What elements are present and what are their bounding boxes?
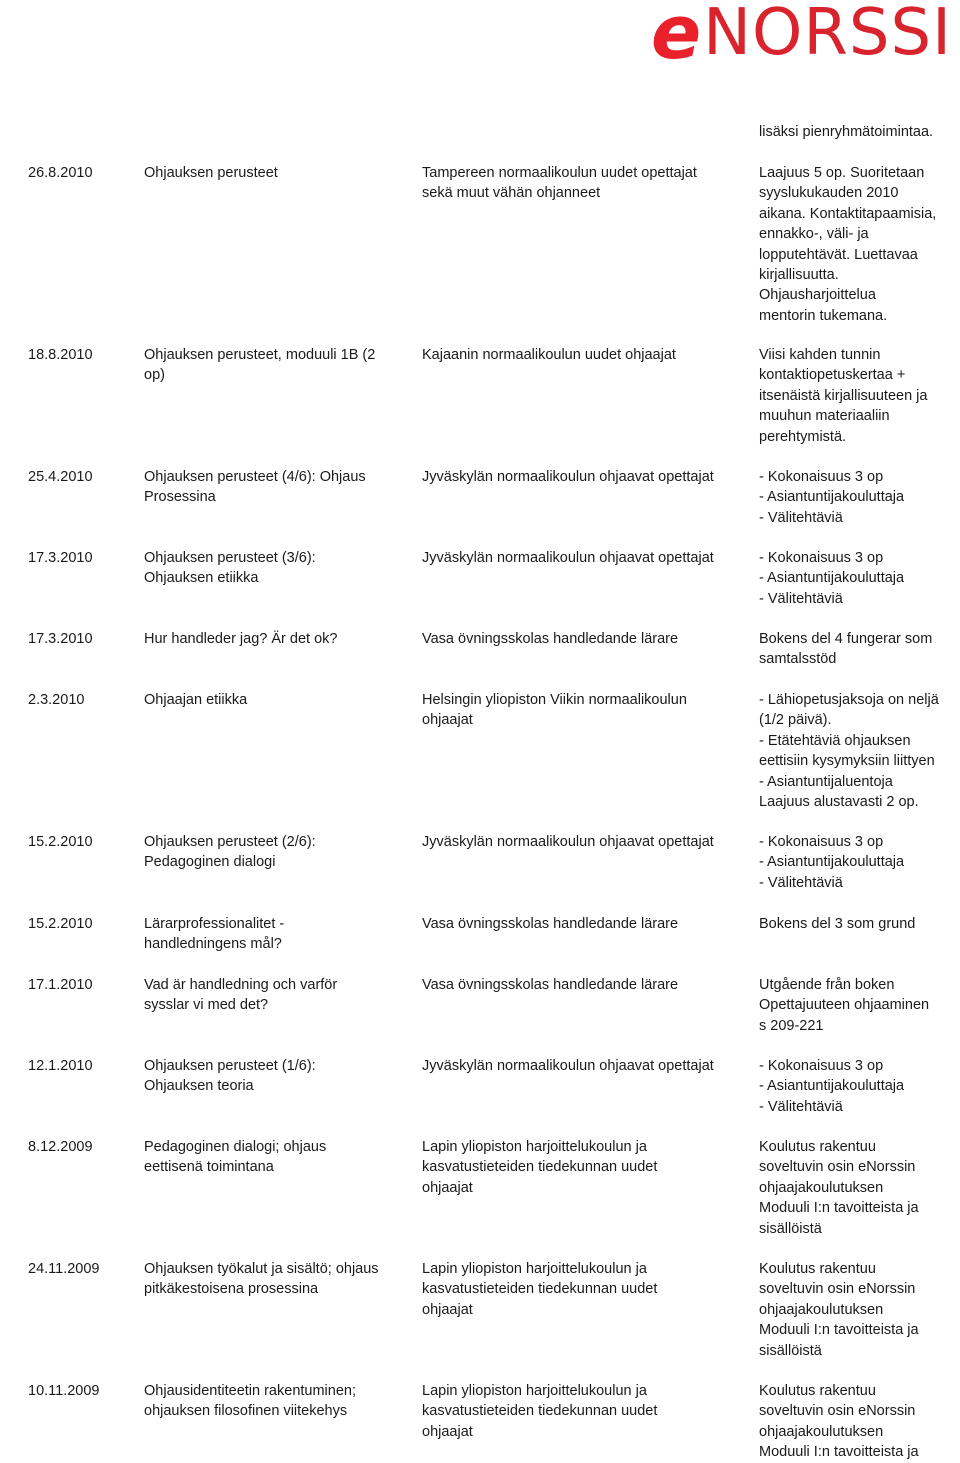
entry-description [759,1259,919,1361]
entry-title [144,975,337,1016]
entry-title-line: Ohjauksen etiikka [144,570,259,587]
entry-description-line: Koulutus rakentuu [759,1383,876,1399]
entry-description [759,832,904,893]
entry-description-line: - Asiantuntijakouluttaja [759,489,905,506]
entry-title-line: eettisenä toimintana [144,1159,274,1176]
entry-title-line: pitkäkestoisena prosessina [144,1281,319,1298]
entry-audience [422,467,714,487]
entry-title-line: Ohjauksen perusteet (3/6): [144,550,316,566]
entry-date: 10.11.2009 [28,1383,100,1399]
entry-audience-line: sekä muut vähän ohjanneet [422,185,601,202]
entry-audience-line: Jyväskylän normaalikoulun ohjaavat opettajat [422,1058,714,1074]
entry-description-line: Koulutus rakentuu [759,1261,876,1277]
entry-audience-line: ohjaajat [422,712,473,729]
entry-description [759,1137,919,1239]
entry-description-line: Bokens del 4 fungerar som [759,631,933,647]
entry-audience-line: ohjaajat [422,1423,473,1440]
entry-description-line: - Välitehtäviä [759,590,843,607]
entry-title [144,1056,316,1097]
entry-description-line: aikana. Kontaktitapaamisia, [759,205,937,222]
entry-title-line: Pedagoginen dialogi [144,854,276,871]
entry-date: 15.2.2010 [28,916,93,932]
entry-description-line: Laajuus alustavasti 2 op. [759,794,919,811]
entry-description-line: - Asiantuntijaluentoja [759,773,893,790]
entry-description-line: ohjaajakoulutuksen [759,1423,884,1440]
entry-audience [422,163,697,204]
entry-description-line: samtalsstöd [759,651,837,668]
entry-audience [422,690,687,731]
entry-title-line: op) [144,367,165,384]
entry-title-line: Ohjauksen perusteet, moduuli 1B (2 [144,347,376,363]
entry-description-line: s 209-221 [759,1017,824,1034]
entry-description-line: ohjaajakoulutuksen [759,1301,884,1318]
entry-audience-line: Lapin yliopiston harjoittelukoulun ja [422,1261,647,1277]
entry-description [759,690,939,812]
entry-audience-line: Tampereen normaalikoulun uudet opettajat [422,165,697,181]
entry-description-line: syyslukukauden 2010 [759,185,899,202]
entry-description-line: Moduuli I:n tavoitteista ja [759,1322,919,1339]
entry-audience [422,914,678,934]
entry-audience [422,1137,657,1198]
entry-audience [422,548,714,568]
entry-description-line: Bokens del 3 som grund [759,916,916,932]
entry-title-line: handledningens mål? [144,936,282,953]
entry-date: 8.12.2009 [28,1139,93,1155]
entry-audience [422,832,714,852]
entry-description [759,1381,919,1463]
entry-description-line: perehtymistä. [759,428,847,445]
entry-description-line: - Välitehtäviä [759,1098,843,1115]
entry-description-line: ohjaajakoulutuksen [759,1179,884,1196]
entry-description-line: Moduuli I:n tavoitteista ja [759,1444,919,1461]
entry-description-line: Utgående från boken [759,977,895,993]
entry-audience-line: Jyväskylän normaalikoulun ohjaavat opettajat [422,834,714,850]
entry-description-line: soveltuvin osin eNorssin [759,1403,916,1420]
continued-note: lisäksi pienryhmätoimintaa. [759,124,934,140]
entry-description-line: itsenäistä kirjallisuuteen ja [759,387,928,404]
entry-audience [422,345,676,365]
entry-audience-line: Lapin yliopiston harjoittelukoulun ja [422,1383,647,1399]
entry-description [759,975,929,1036]
entry-date: 17.1.2010 [28,977,93,993]
entry-audience-line: kasvatustieteiden tiedekunnan uudet [422,1403,658,1420]
entry-description-line: - Välitehtäviä [759,874,843,891]
entry-description-line: - Lähiopetusjaksoja on neljä [759,692,939,708]
entry-audience-line: Jyväskylän normaalikoulun ohjaavat opettajat [422,469,714,485]
entry-title [144,914,284,955]
entry-title [144,1259,379,1300]
entry-description [759,1056,904,1117]
entry-title-line: Ohjauksen perusteet [144,165,278,181]
entry-description-line: kirjallisuutta. [759,267,839,284]
entry-audience [422,975,678,995]
entry-description-line: ennakko-, väli- ja [759,226,869,243]
entry-description [759,345,927,447]
entry-audience-line: ohjaajat [422,1301,473,1318]
entry-title [144,1137,326,1178]
entry-title-line: Ohjauksen työkalut ja sisältö; ohjaus [144,1261,379,1277]
entry-description-line: Laajuus 5 op. Suoritetaan [759,165,925,181]
entry-audience-line: Vasa övningsskolas handledande lärare [422,631,679,647]
entry-description [759,467,904,528]
entry-title [144,467,366,508]
entry-title [144,548,316,589]
entry-description-line: - Asiantuntijakouluttaja [759,1078,905,1095]
entry-title-line: Lärarprofessionalitet - [144,916,285,932]
entry-title-line: Ohjausidentiteetin rakentuminen; [144,1383,356,1399]
entry-description-line: - Kokonaisuus 3 op [759,1058,884,1074]
entry-description-line: soveltuvin osin eNorssin [759,1159,916,1176]
entry-title-line: Vad är handledning och varför [144,977,338,993]
entry-date: 2.3.2010 [28,692,85,708]
entry-description-line: soveltuvin osin eNorssin [759,1281,916,1298]
entry-date: 25.4.2010 [28,469,93,485]
entry-description-line: - Kokonaisuus 3 op [759,550,884,566]
entry-date: 26.8.2010 [28,165,93,181]
entry-title-line: Ohjaajan etiikka [144,692,248,708]
entry-description [759,548,904,609]
entry-description [759,163,936,326]
entry-audience [422,1259,657,1320]
entry-title [144,1381,356,1422]
entry-description-line: - Etätehtäviä ohjauksen [759,732,911,749]
entry-title [144,832,316,873]
entry-date: 15.2.2010 [28,834,93,850]
entry-audience-line: kasvatustieteiden tiedekunnan uudet [422,1281,658,1298]
entry-title [144,690,247,710]
entry-description-line: Viisi kahden tunnin [759,347,881,363]
entry-audience [422,629,678,649]
entry-description-line: eettisiin kysymyksiin liittyen [759,753,935,770]
enorssi-logo [650,0,952,76]
entry-description-line: - Asiantuntijakouluttaja [759,854,905,871]
entry-description-line: Ohjausharjoittelua [759,287,876,304]
entry-title-line: sysslar vi med det? [144,997,269,1014]
entry-date: 18.8.2010 [28,347,93,363]
entry-description [759,629,932,670]
entry-description-line: - Asiantuntijakouluttaja [759,570,905,587]
entry-date: 12.1.2010 [28,1058,93,1074]
entry-description-line: (1/2 päivä). [759,712,832,729]
entry-title-line: Ohjauksen perusteet (1/6): [144,1058,316,1074]
entry-title-line: Prosessina [144,489,216,506]
entry-description [759,914,915,934]
entry-description-line: sisällöistä [759,1220,822,1237]
entry-description-line: muuhun materiaaliin [759,408,890,425]
logo-text: NORSSI [703,0,952,70]
entry-title [144,163,278,183]
entry-audience-line: Helsingin yliopiston Viikin normaalikoulun [422,692,687,708]
entry-description-line: - Kokonaisuus 3 op [759,469,884,485]
entry-title-line: Ohjauksen perusteet (4/6): Ohjaus [144,469,366,485]
logo-e: e [650,0,702,76]
entry-title-line: Ohjauksen teoria [144,1078,254,1095]
entry-title [144,345,375,386]
entry-description-line: mentorin tukemana. [759,307,888,324]
entry-title-line: Ohjauksen perusteet (2/6): [144,834,316,850]
entry-date: 17.3.2010 [28,550,93,566]
entry-audience-line: Kajaanin normaalikoulun uudet ohjaajat [422,347,676,363]
entry-title-line: Pedagoginen dialogi; ohjaus [144,1139,327,1155]
entry-date: 17.3.2010 [28,631,93,647]
entry-description-line: - Välitehtäviä [759,509,843,526]
entry-description-line: lopputehtävät. Luettavaa [759,246,918,263]
entry-description-line: Koulutus rakentuu [759,1139,876,1155]
entry-audience [422,1056,714,1076]
entry-title [144,629,337,649]
entry-description-line: sisällöistä [759,1342,822,1359]
entry-date: 24.11.2009 [28,1261,100,1277]
entry-description-line: Moduuli I:n tavoitteista ja [759,1200,919,1217]
entry-description-line: Opettajuuteen ohjaaminen [759,997,930,1014]
entry-audience-line: kasvatustieteiden tiedekunnan uudet [422,1159,658,1176]
entry-audience-line: Vasa övningsskolas handledande lärare [422,977,679,993]
entry-description-line: kontaktiopetuskertaa + [759,367,906,384]
entry-audience-line: Vasa övningsskolas handledande lärare [422,916,679,932]
entry-audience-line: Jyväskylän normaalikoulun ohjaavat opettajat [422,550,714,566]
entry-audience-line: ohjaajat [422,1179,473,1196]
entry-title-line: Hur handleder jag? Är det ok? [144,631,338,647]
entry-description-line: - Kokonaisuus 3 op [759,834,884,850]
entry-audience [422,1381,657,1442]
entry-audience-line: Lapin yliopiston harjoittelukoulun ja [422,1139,647,1155]
entry-title-line: ohjauksen filosofinen viitekehys [144,1403,348,1420]
